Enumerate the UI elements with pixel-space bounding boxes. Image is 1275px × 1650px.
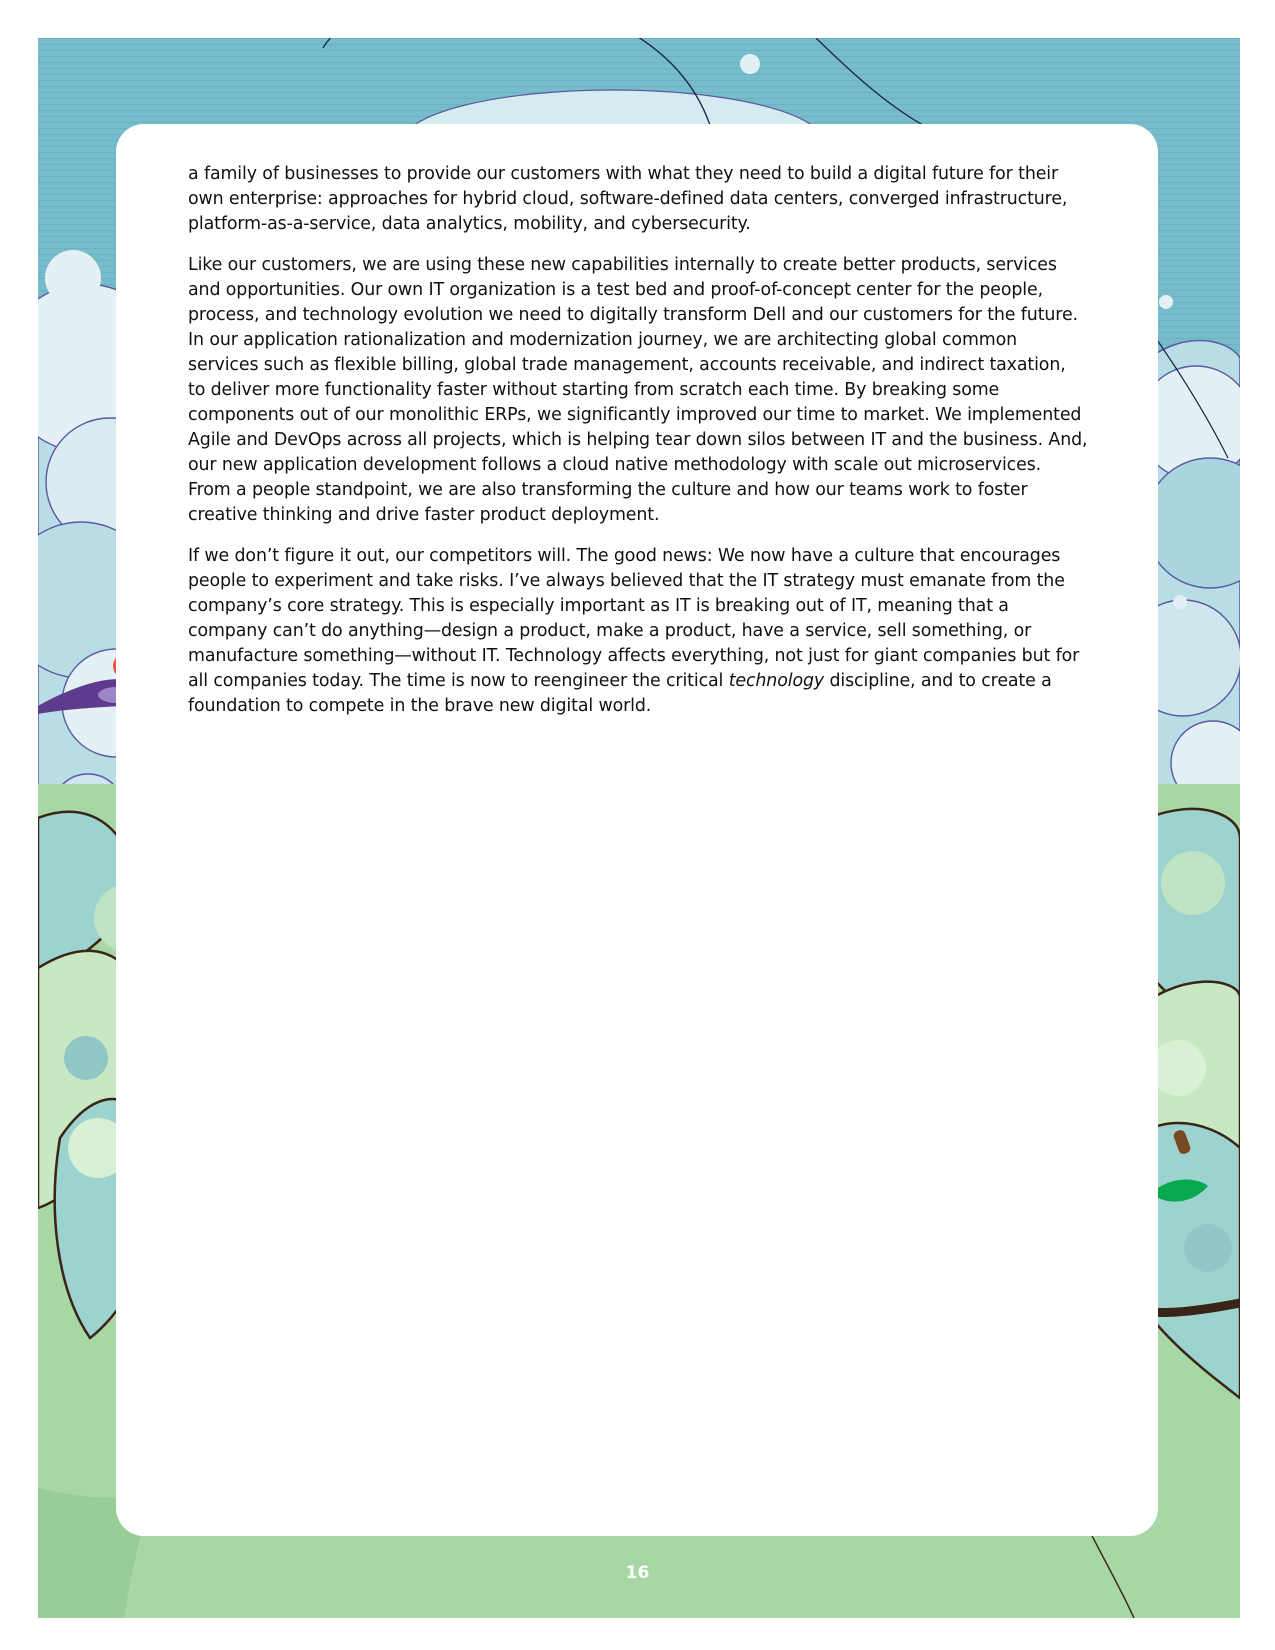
- page-number: 16: [625, 1563, 650, 1583]
- content-card: [116, 124, 1158, 1536]
- paragraph-2: Like our customers, we are using these new capabilities internally to create better products, services and opportunities. Our own IT organization is a test bed and proof-of-concept center for the people, process, and technology evolution we need to digitally transform Dell and our customers for the future. In our application rationalization and modernization journey, we are architecting global common services such as flexible billing, global trade management, accounts receivable, and indirect taxation, to deliver more functionality faster without starting from scratch each time. By breaking some components out of our monolithic ERPs, we significantly improved our time to market. We implemented Agile and DevOps across all projects, which is helping tear down silos between IT and the business. And, our new application development follows a cloud native methodology with scale out microservices. From a people standpoint, we are also transforming the culture and how our teams work to foster creative thinking and drive faster product deployment.: [188, 255, 1088, 525]
- paragraph-3-after: discipline, and to create a foundation to compete in the brave new digital world.: [188, 671, 1052, 716]
- paragraph-3-before: If we don’t figure it out, our competitors will. The good news: We now have a culture that encourages people to experiment and take risks. I’ve always believed that the IT strategy must emanate from the company’s core strategy. This is especially important as IT is breaking out of IT, meaning that a company can’t do anything—design a product, make a product, have a service, sell something, or manufacture something—without IT. Technology affects everything, not just for giant companies but for all companies today. The time is now to reengineer the critical: [188, 546, 1080, 691]
- paragraph-1: a family of businesses to provide our customers with what they need to build a digital future for their own enterprise: approaches for hybrid cloud, software-defined data centers, converged infrastructure, platform-as-a-service, data analytics, mobility, and cybersecurity.: [188, 164, 1068, 234]
- paragraph-3: [188, 544, 1088, 719]
- page-frame: [38, 38, 1240, 1618]
- emphasis-technology: technology: [728, 671, 825, 691]
